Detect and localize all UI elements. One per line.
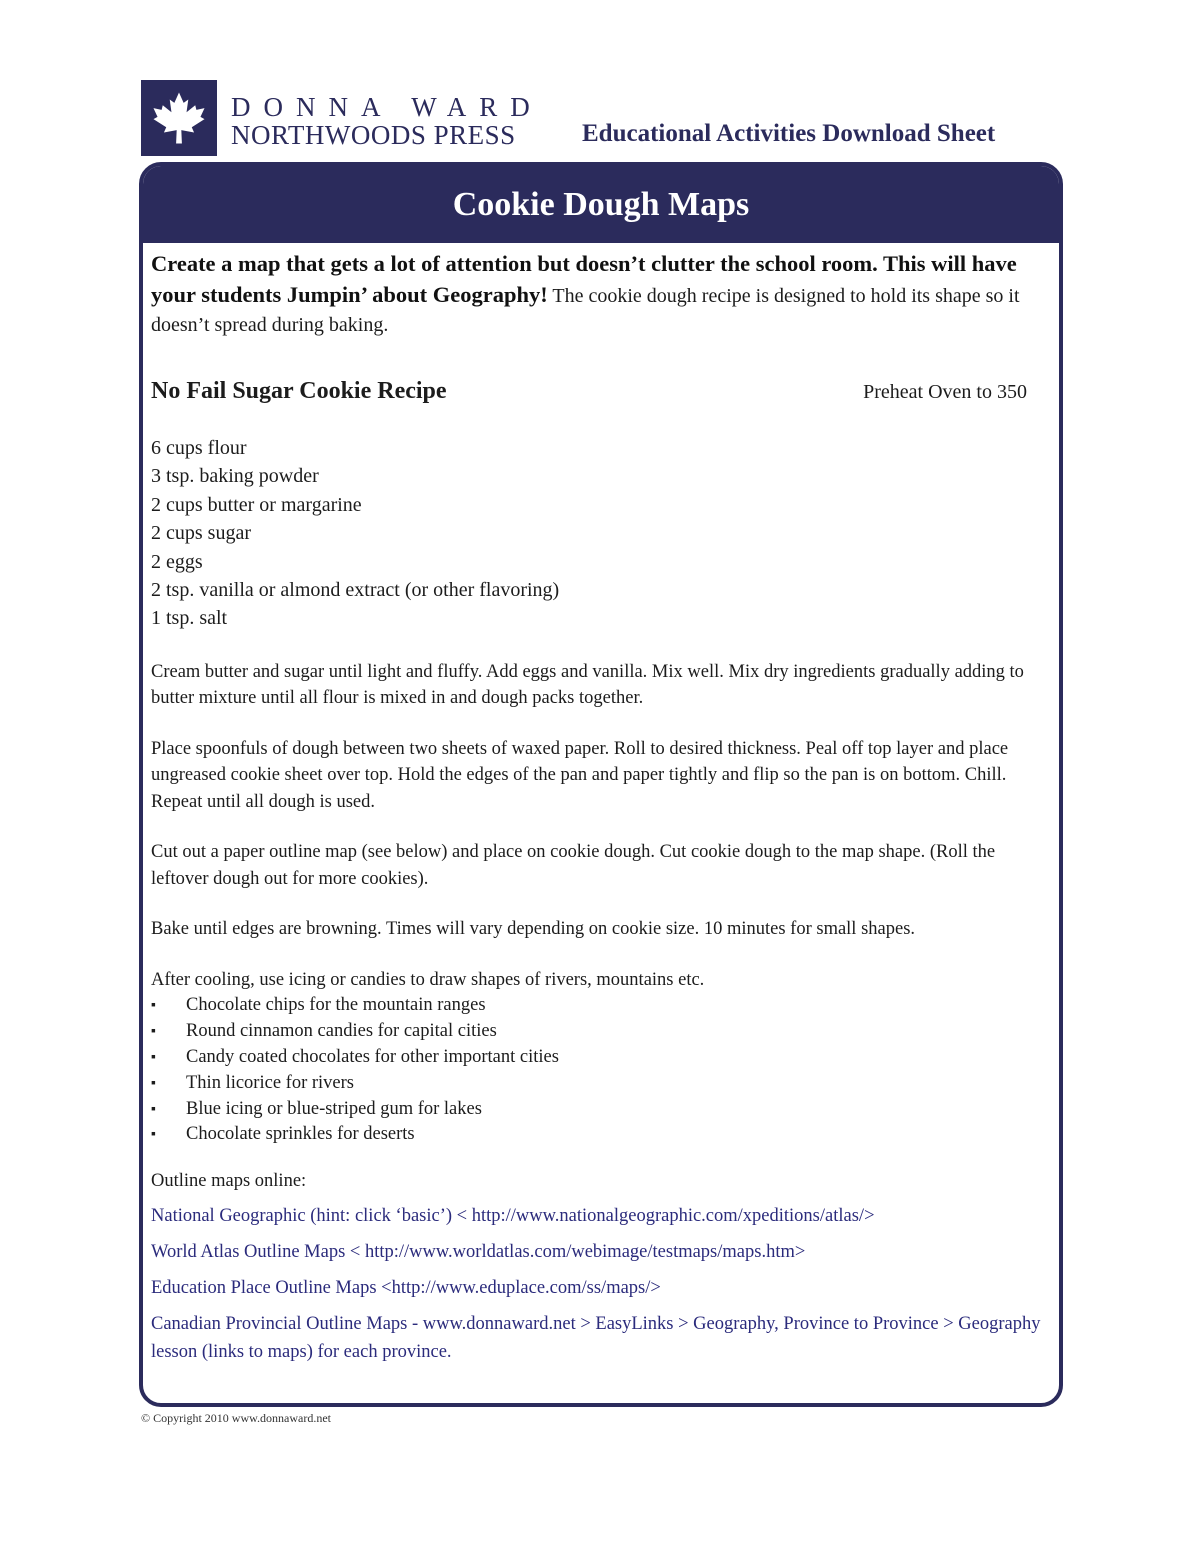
press-name-bottom: NORTHWOODS PRESS xyxy=(231,120,516,150)
ingredient-item: 1 tsp. salt xyxy=(151,607,228,630)
page-title: Cookie Dough Maps xyxy=(143,166,1059,243)
recipe-title: No Fail Sugar Cookie Recipe xyxy=(151,378,447,404)
bullet-icon: ▪ xyxy=(151,1049,156,1065)
link-canadian-provincial[interactable]: Canadian Provincial Outline Maps - www.donnaward.net > EasyLinks > Geography, Province to Province > Geography lesson (links to maps) for each province. xyxy=(151,1314,1041,1363)
cutting-paragraph: Cut out a paper outline map (see below) and place on cookie dough. Cut cookie dough to the map shape. (Roll the leftover dough out for more cookies). xyxy=(151,842,996,889)
decoration-text: Round cinnamon candies for capital cities xyxy=(186,1021,497,1042)
intro-rest: The cookie dough recipe is designed to hold its shape so it doesn’t spread during baking. xyxy=(151,285,1020,336)
header-tagline: Educational Activities Download Sheet xyxy=(582,120,996,147)
header xyxy=(141,80,1061,156)
decoration-text: Chocolate sprinkles for deserts xyxy=(186,1124,415,1145)
decoration-text: Blue icing or blue-striped gum for lakes xyxy=(186,1098,482,1119)
decoration-text: Chocolate chips for the mountain ranges xyxy=(186,995,486,1016)
ingredient-item: 2 eggs xyxy=(151,550,203,573)
decoration-text: Thin licorice for rivers xyxy=(186,1072,354,1093)
intro-paragraph xyxy=(151,249,1049,340)
baking-paragraph: Bake until edges are browning. Times will vary depending on cookie size. 10 minutes for small shapes. xyxy=(151,919,916,940)
preheat-note: Preheat Oven to 350 xyxy=(863,381,1027,403)
decoration-list xyxy=(151,993,1049,1148)
decoration-item xyxy=(151,1097,1049,1123)
bullet-icon: ▪ xyxy=(151,1127,156,1143)
decorating-paragraph: After cooling, use icing or candies to draw shapes of rivers, mountains etc. xyxy=(151,969,705,990)
ingredient-item: 2 cups sugar xyxy=(151,522,251,545)
recipe-header xyxy=(151,378,1049,412)
logo xyxy=(141,80,217,156)
ingredient-list xyxy=(151,434,1049,633)
rolling-paragraph: Place spoonfuls of dough between two sheets of waxed paper. Roll to desired thickness. Peal off top layer and place ungreased cookie sheet over top. Hold the edges of the pan and paper tightly and flip so the pan is on bottom. Chill. Repeat until all dough is used. xyxy=(151,738,1009,812)
press-name-top: DONNA WARD xyxy=(231,92,543,122)
card-content xyxy=(151,249,1049,1366)
maple-leaf-icon xyxy=(150,89,208,147)
intro-bold: Create a map that gets a lot of attention but doesn’t clutter the school room. This will have your students Jumpin’ about Geography! xyxy=(151,251,1017,307)
ingredient-item: 2 cups butter or margarine xyxy=(151,493,362,516)
link-education-place[interactable]: Education Place Outline Maps <http://www.eduplace.com/ss/maps/> xyxy=(151,1278,661,1299)
link-national-geographic[interactable]: National Geographic (hint: click ‘basic’) < http://www.nationalgeographic.com/xpeditions/atlas/> xyxy=(151,1206,875,1227)
decoration-item xyxy=(151,1045,1049,1071)
decoration-item xyxy=(151,993,1049,1019)
bullet-icon: ▪ xyxy=(151,1024,156,1040)
bullet-icon: ▪ xyxy=(151,998,156,1014)
ingredient-item: 2 tsp. vanilla or almond extract (or other flavoring) xyxy=(151,579,560,602)
ingredient-item: 6 cups flour xyxy=(151,437,247,459)
press-name xyxy=(231,93,543,149)
content-card xyxy=(139,162,1063,1407)
decoration-item xyxy=(151,1019,1049,1045)
method-paragraph: Cream butter and sugar until light and fluffy. Add eggs and vanilla. Mix well. Mix dry ingredients gradually adding to butter mixture until all flour is mixed in and dough packs together. xyxy=(151,661,1024,709)
decoration-text: Candy coated chocolates for other important cities xyxy=(186,1046,559,1067)
ingredient-item: 3 tsp. baking powder xyxy=(151,465,319,488)
links-heading: Outline maps online: xyxy=(151,1171,307,1192)
bullet-icon: ▪ xyxy=(151,1075,156,1091)
copyright-footer: © Copyright 2010 www.donnaward.net xyxy=(141,1411,331,1425)
decoration-item xyxy=(151,1122,1049,1148)
bullet-icon: ▪ xyxy=(151,1101,156,1117)
decoration-item xyxy=(151,1071,1049,1097)
link-world-atlas[interactable]: World Atlas Outline Maps < http://www.worldatlas.com/webimage/testmaps/maps.htm> xyxy=(151,1242,806,1263)
